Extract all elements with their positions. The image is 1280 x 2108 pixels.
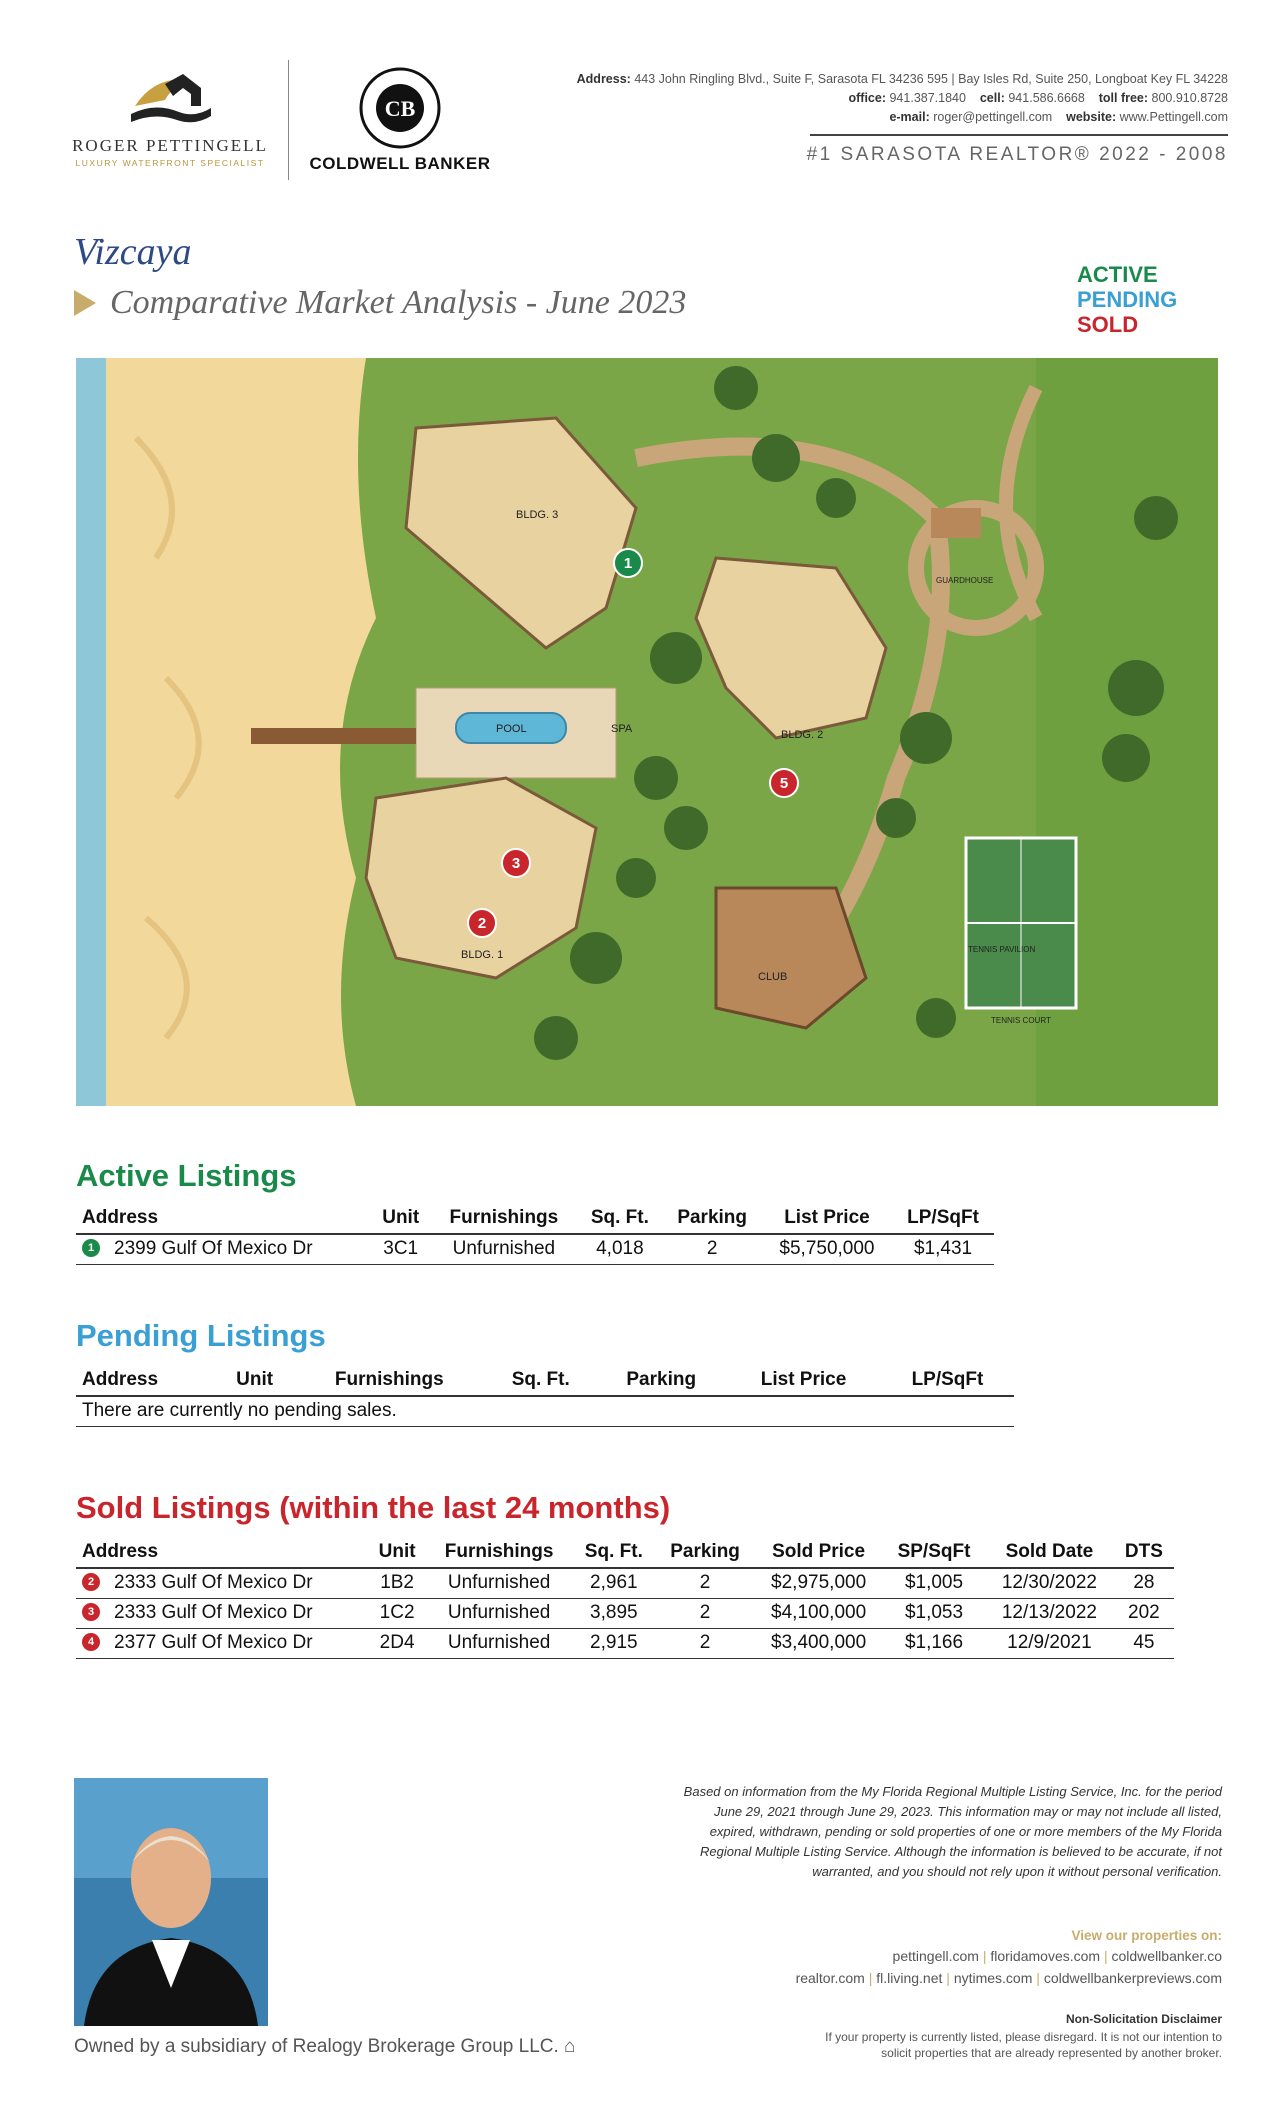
cell-sqft: 3,895 [572, 1598, 656, 1628]
status-legend [1077, 262, 1177, 337]
cell-unit: 1B2 [368, 1568, 427, 1598]
cell-address [76, 1234, 371, 1264]
col-parking: Parking [677, 1206, 748, 1228]
cell-sold-price: $3,400,000 [754, 1628, 883, 1658]
col-sqft: Sq. Ft. [511, 1368, 570, 1390]
active-listings-table [76, 1202, 994, 1265]
link-realtor[interactable]: realtor.com [795, 1970, 865, 1986]
map-marker-3[interactable] [502, 849, 530, 877]
cell-sold-price: $4,100,000 [754, 1598, 883, 1628]
map-label-bldg2: BLDG. 2 [781, 729, 824, 741]
cell-sold-date: 12/9/2021 [985, 1628, 1114, 1658]
map-label-bldg1: BLDG. 1 [461, 949, 504, 961]
email-label: e-mail: [889, 110, 930, 124]
link-coldwellbanker[interactable]: coldwellbanker.co [1111, 1948, 1222, 1964]
legend-sold: SOLD [1077, 312, 1139, 337]
legend-pending: PENDING [1077, 287, 1178, 312]
property-links-row-2: realtor.com | fl.living.net | nytimes.com | coldwellbankerpreviews.com [795, 1970, 1222, 1986]
col-lp-sqft: LP/SqFt [907, 1206, 979, 1228]
address-text: 2377 Gulf Of Mexico Dr [114, 1632, 313, 1653]
map-marker-5[interactable] [770, 769, 798, 797]
map-label-pool: POOL [496, 723, 527, 735]
col-furnishings: Furnishings [334, 1368, 444, 1390]
col-address: Address [82, 1206, 159, 1228]
cell-sp-sqft: $1,166 [883, 1628, 985, 1658]
svg-text:1: 1 [623, 555, 633, 572]
cell-unit: 3C1 [371, 1234, 431, 1264]
cell-dts: 45 [1114, 1628, 1174, 1658]
roger-pettingell-logo [70, 66, 270, 176]
table-row [76, 1396, 1014, 1426]
listing-marker-icon: 1 [82, 1239, 100, 1257]
non-solicitation-line-1: If your property is currently listed, please disregard. It is not our intention to [825, 2030, 1222, 2044]
cell-unit: 1C2 [368, 1598, 427, 1628]
rp-name: ROGER PETTINGELL [72, 136, 268, 155]
svg-text:CB: CB [384, 96, 416, 121]
cell-sp-sqft: $1,005 [883, 1568, 985, 1598]
cell-sqft: 4,018 [577, 1234, 662, 1264]
cell-phone[interactable]: 941.586.6668 [1008, 91, 1085, 105]
website-label: website: [1066, 110, 1117, 124]
cell-parking: 2 [662, 1234, 761, 1264]
map-label-guardhouse: GUARDHOUSE [936, 576, 994, 585]
link-flliving[interactable]: fl.living.net [876, 1970, 943, 1986]
col-address: Address [82, 1540, 159, 1562]
col-sqft: Sq. Ft. [584, 1540, 643, 1562]
non-solicitation-heading: Non-Solicitation Disclaimer [1065, 2012, 1222, 2026]
svg-text:3: 3 [511, 855, 521, 872]
col-unit: Unit [236, 1368, 274, 1390]
col-list-price: List Price [784, 1206, 870, 1228]
page-title: Vizcaya [74, 231, 192, 273]
rp-tagline: LUXURY WATERFRONT SPECIALIST [75, 158, 265, 168]
cell-furnishings: Unfurnished [430, 1234, 577, 1264]
col-address: Address [82, 1368, 159, 1390]
listing-marker-icon: 4 [82, 1633, 100, 1651]
col-unit: Unit [382, 1206, 420, 1228]
tollfree-phone[interactable]: 800.910.8728 [1151, 91, 1228, 105]
col-sold-price: Sold Price [772, 1540, 866, 1562]
house-wave-logo-icon [125, 66, 215, 130]
col-sold-date: Sold Date [1005, 1540, 1094, 1562]
pending-listings-heading: Pending Listings [76, 1318, 326, 1353]
property-links-row-1: pettingell.com | floridamoves.com | coldwellbanker.co [892, 1948, 1222, 1964]
address-text: 2333 Gulf Of Mexico Dr [114, 1572, 313, 1594]
cell-parking: 2 [656, 1568, 754, 1598]
cell-parking: 2 [656, 1628, 754, 1658]
table-row [76, 1568, 1174, 1598]
cell-unit: 2D4 [368, 1628, 427, 1658]
cell-address [76, 1598, 368, 1628]
cell-furnishings: Unfurnished [427, 1568, 572, 1598]
sold-listings-table [76, 1536, 1174, 1659]
cell-furnishings: Unfurnished [427, 1628, 572, 1658]
website-link[interactable]: www.Pettingell.com [1119, 110, 1228, 124]
col-sqft: Sq. Ft. [590, 1206, 649, 1228]
contact-block [577, 70, 1228, 127]
col-parking: Parking [670, 1540, 740, 1562]
cell-sqft: 2,915 [572, 1628, 656, 1658]
cell-list-price: $5,750,000 [762, 1234, 892, 1264]
map-label-bldg3: BLDG. 3 [516, 509, 559, 521]
map-label-tennis-pavilion: TENNIS PAVILION [968, 945, 1036, 954]
cell-furnishings: Unfurnished [427, 1598, 572, 1628]
legend-active: ACTIVE [1077, 262, 1158, 287]
sold-listings-heading: Sold Listings (within the last 24 months) [76, 1490, 671, 1525]
non-solicitation-line-2: solicit properties that are already represented by another broker. [881, 2046, 1222, 2060]
mls-disclaimer: Based on information from the My Florida Regional Multiple Listing Service, Inc. for the period June 29, 2021 through June 29, 2023. This information may or may not include all listed, expired, withdrawn, pending or sold properties of one or more members of the My Florida Regional Multiple Listing Service. Although the information is believed to be accurate, if not warranted, and you should not rely upon it without personal verification. [683, 1784, 1222, 1879]
link-pettingell[interactable]: pettingell.com [892, 1948, 979, 1964]
address-label: Address: [576, 72, 631, 86]
cell-sold-date: 12/13/2022 [985, 1598, 1114, 1628]
col-furnishings: Furnishings [449, 1206, 559, 1228]
col-list-price: List Price [760, 1368, 847, 1390]
logo-divider [288, 60, 289, 180]
ownership-text: Owned by a subsidiary of Realogy Brokerage Group LLC. [74, 2036, 559, 2057]
coldwell-banker-logo [300, 66, 500, 176]
table-row [76, 1234, 994, 1264]
triangle-bullet-icon [74, 290, 96, 316]
cell-sold-date: 12/30/2022 [985, 1568, 1114, 1598]
col-lp-sqft: LP/SqFt [911, 1368, 984, 1390]
cell-lp-sqft: $1,431 [892, 1234, 994, 1264]
address-text: 2399 Gulf Of Mexico Dr [114, 1238, 313, 1260]
map-marker-2[interactable] [468, 909, 496, 937]
site-plan-map [76, 358, 1218, 1106]
link-nytimes[interactable]: nytimes.com [953, 1970, 1033, 1986]
realtor-ranking: #1 SARASOTA REALTOR® 2022 - 2008 [806, 144, 1228, 165]
col-dts: DTS [1124, 1540, 1163, 1562]
cell-address [76, 1628, 368, 1658]
svg-text:5: 5 [779, 775, 789, 792]
no-pending-message: There are currently no pending sales. [76, 1396, 1014, 1426]
cb-name: COLDWELL BANKER [309, 154, 491, 173]
cell-dts: 202 [1114, 1598, 1174, 1628]
svg-text:2: 2 [477, 915, 487, 932]
cb-global-luxury-seal-icon [358, 66, 442, 150]
col-parking: Parking [626, 1368, 697, 1390]
link-floridamoves[interactable]: floridamoves.com [990, 1948, 1101, 1964]
page-subtitle [74, 284, 686, 322]
agent-photo [74, 1778, 268, 2026]
address: 443 John Ringling Blvd., Suite F, Sarasota FL 34236 595 | Bay Isles Rd, Suite 250, Longboat Key FL 34228 [634, 72, 1228, 86]
col-sp-sqft: SP/SqFt [897, 1540, 971, 1562]
listing-marker-icon: 3 [82, 1603, 100, 1621]
office-phone[interactable]: 941.387.1840 [889, 91, 966, 105]
address-text: 2333 Gulf Of Mexico Dr [114, 1602, 313, 1623]
col-furnishings: Furnishings [444, 1540, 554, 1562]
map-label-spa: SPA [611, 723, 633, 735]
map-marker-1[interactable] [614, 549, 642, 577]
listing-marker-icon: 2 [82, 1573, 100, 1591]
map-label-tennis-court: TENNIS COURT [991, 1016, 1051, 1025]
cell-sp-sqft: $1,053 [883, 1598, 985, 1628]
cell-dts: 28 [1114, 1568, 1174, 1598]
cell-address [76, 1568, 368, 1598]
pending-listings-table [76, 1364, 1014, 1427]
table-row [76, 1598, 1174, 1628]
subtitle-text: Comparative Market Analysis - June 2023 [110, 284, 687, 321]
view-properties-heading: View our properties on: [1071, 1928, 1222, 1943]
cell-parking: 2 [656, 1598, 754, 1628]
cell-sold-price: $2,975,000 [754, 1568, 883, 1598]
map-label-club: CLUB [758, 971, 788, 983]
equal-housing-icon: ⌂ [564, 2036, 576, 2057]
cell-label: cell: [979, 91, 1005, 105]
table-row [76, 1628, 1174, 1658]
contact-rule [810, 134, 1228, 136]
active-listings-heading: Active Listings [76, 1158, 297, 1193]
cell-sqft: 2,961 [572, 1568, 656, 1598]
ownership-note [74, 2036, 576, 2058]
email-link[interactable]: roger@pettingell.com [933, 110, 1053, 124]
office-label: office: [848, 91, 886, 105]
tollfree-label: toll free: [1098, 91, 1149, 105]
col-unit: Unit [378, 1540, 416, 1562]
link-cbpreviews[interactable]: coldwellbankerpreviews.com [1043, 1970, 1222, 1986]
